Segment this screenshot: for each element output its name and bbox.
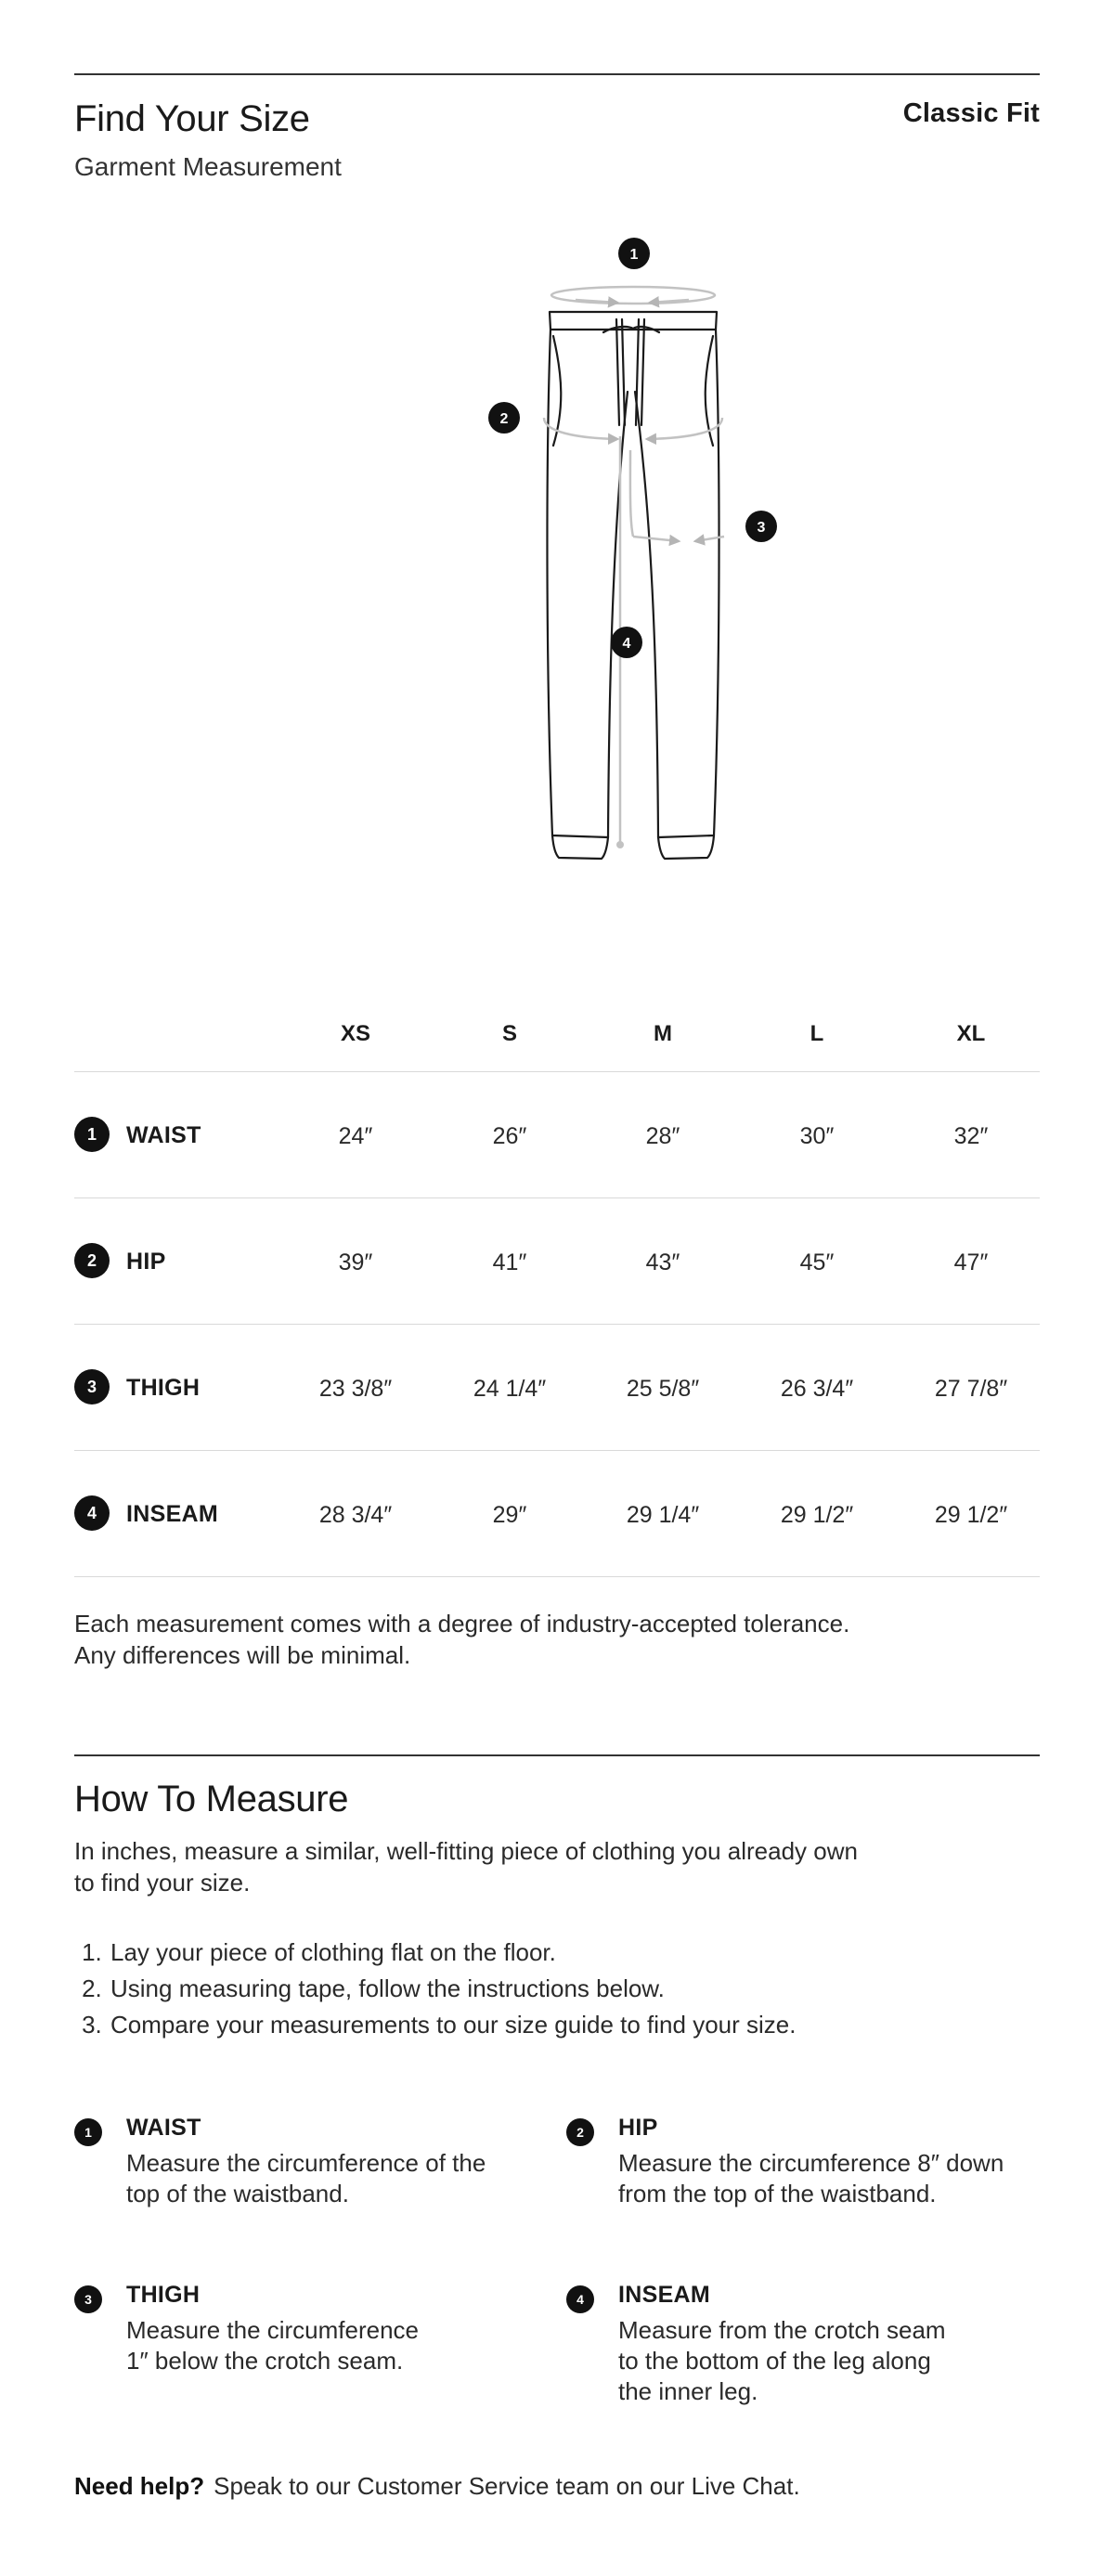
instruction-line: Measure the circumference 8″ down: [618, 2149, 1004, 2177]
svg-text:4: 4: [622, 636, 631, 652]
table-cell: 29 1/4″: [626, 1502, 700, 1528]
table-cell: 32″: [953, 1123, 989, 1149]
fit-label: Classic Fit: [902, 98, 1040, 128]
table-cell: 27 7/8″: [934, 1376, 1008, 1402]
row-label: INSEAM: [126, 1501, 219, 1527]
instruction-line: Measure the circumference of the: [126, 2149, 486, 2177]
row-number-badge: 2: [74, 1243, 110, 1278]
instruction-line: the inner leg.: [618, 2377, 758, 2405]
instruction-description: [618, 2148, 1008, 2209]
instruction-title: HIP: [618, 2115, 658, 2141]
measure-step: 3. Compare your measurements to our size guide to find your size.: [109, 2007, 796, 2043]
table-cell: 30″: [799, 1123, 835, 1149]
help-label: Need help?: [74, 2472, 205, 2500]
instruction-line: top of the waistband.: [126, 2180, 349, 2207]
table-cell: 29″: [492, 1502, 527, 1528]
row-number-badge: 3: [74, 1369, 110, 1405]
size-table-header: [74, 993, 1040, 1072]
marker-hip: [488, 402, 520, 434]
table-row-hip: [74, 1198, 1040, 1325]
size-header-xs: XS: [340, 1021, 370, 1046]
table-cell: 24″: [338, 1123, 373, 1149]
tolerance-note: [74, 1608, 849, 1671]
svg-text:1: 1: [629, 247, 639, 263]
table-cell: 41″: [492, 1249, 527, 1275]
table-cell: 25 5/8″: [626, 1376, 700, 1402]
instruction-description: [126, 2315, 516, 2376]
instruction-number-badge: 4: [566, 2285, 594, 2313]
how-to-title: How To Measure: [74, 1779, 349, 1819]
page-subtitle: Garment Measurement: [74, 152, 342, 181]
table-row-thigh: [74, 1325, 1040, 1451]
table-cell: 39″: [338, 1249, 373, 1275]
svg-text:3: 3: [757, 520, 766, 536]
table-cell: 23 3/8″: [318, 1376, 393, 1402]
row-label: WAIST: [126, 1122, 201, 1148]
table-cell: 29 1/2″: [780, 1502, 854, 1528]
table-cell: 24 1/4″: [473, 1376, 547, 1402]
measure-steps-list: [74, 1935, 796, 2043]
tolerance-note-line: Any differences will be minimal.: [74, 1641, 411, 1669]
table-cell: 43″: [645, 1249, 680, 1275]
how-to-intro: [74, 1835, 910, 1898]
help-text[interactable]: Speak to our Customer Service team on our Live Chat.: [214, 2472, 800, 2500]
row-number-badge: 4: [74, 1495, 110, 1531]
instruction-number-badge: 3: [74, 2285, 102, 2313]
instruction-line: 1″ below the crotch seam.: [126, 2347, 404, 2375]
tolerance-note-line: Each measurement comes with a degree of industry-accepted tolerance.: [74, 1610, 850, 1638]
table-row-waist: [74, 1072, 1040, 1198]
help-footer: [74, 2472, 800, 2501]
instruction-description: [126, 2148, 516, 2209]
table-cell: 29 1/2″: [934, 1502, 1008, 1528]
row-label: HIP: [126, 1249, 166, 1275]
table-cell: 45″: [799, 1249, 835, 1275]
size-header-m: M: [654, 1021, 672, 1046]
marker-inseam: [611, 627, 642, 658]
instruction-title: WAIST: [126, 2115, 201, 2141]
marker-waist: [618, 238, 650, 269]
section-divider: [74, 1754, 1040, 1756]
measure-step: 2. Using measuring tape, follow the instructions below.: [109, 1971, 796, 2007]
instruction-number-badge: 2: [566, 2118, 594, 2146]
table-cell: 47″: [953, 1249, 989, 1275]
measure-step: 1. Lay your piece of clothing flat on the floor.: [109, 1935, 796, 1971]
pants-outline: [547, 312, 719, 859]
size-header-xl: XL: [956, 1021, 986, 1046]
pants-measurement-diagram: [390, 223, 817, 873]
instruction-line: Measure from the crotch seam: [618, 2316, 946, 2344]
marker-thigh: [745, 511, 777, 542]
page-title: Find Your Size: [74, 98, 310, 139]
how-to-intro-line: In inches, measure a similar, well-fitting piece of clothing you already own: [74, 1837, 858, 1865]
table-cell: 28″: [645, 1123, 680, 1149]
size-header-l: L: [810, 1021, 824, 1046]
row-label: THIGH: [126, 1375, 201, 1401]
svg-text:2: 2: [499, 411, 509, 427]
table-cell: 28 3/4″: [318, 1502, 393, 1528]
size-header-s: S: [501, 1021, 517, 1046]
table-cell: 26 3/4″: [780, 1376, 854, 1402]
table-row-inseam: [74, 1451, 1040, 1577]
measurement-guides: [544, 287, 724, 848]
instruction-title: THIGH: [126, 2282, 201, 2308]
row-number-badge: 1: [74, 1117, 110, 1152]
instruction-description: [618, 2315, 1008, 2407]
instruction-number-badge: 1: [74, 2118, 102, 2146]
top-divider: [74, 73, 1040, 75]
how-to-intro-line: to find your size.: [74, 1869, 251, 1896]
instruction-line: Measure the circumference: [126, 2316, 420, 2344]
instruction-line: to the bottom of the leg along: [618, 2347, 931, 2375]
instruction-line: from the top of the waistband.: [618, 2180, 937, 2207]
table-cell: 26″: [492, 1123, 527, 1149]
instruction-title: INSEAM: [618, 2282, 711, 2308]
size-table: [74, 993, 1040, 1577]
